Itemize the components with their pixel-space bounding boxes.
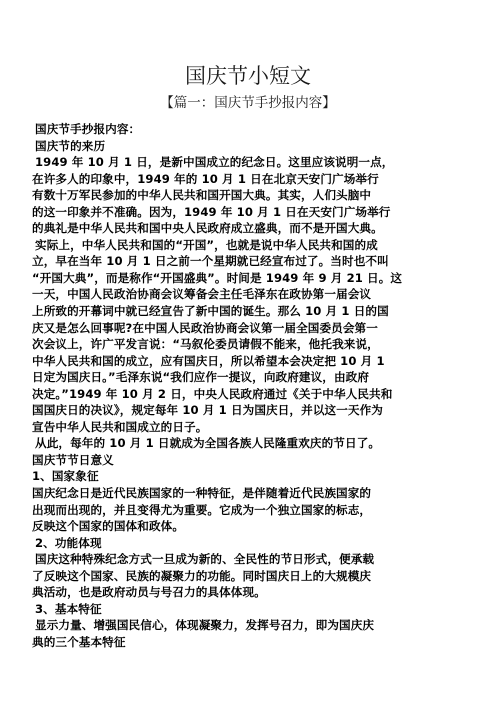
text-line: 上所致的开幕词中就已经宣告了新中国的诞生。那么 10 月 1 日的国 xyxy=(32,304,389,319)
document-body xyxy=(32,121,472,651)
text-line: 3、基本特征 xyxy=(35,601,102,616)
text-line: 了反映这个国家、民族的凝聚力的功能。同时国庆日上的大规模庆 xyxy=(32,568,372,583)
text-line: 有数十万军民参加的中华人民共和国开国大典。其实，人们头脑中 xyxy=(32,188,372,203)
text-line: 中华人民共和国的成立，应有国庆日，所以希望本会决定把 10 月 1 xyxy=(32,353,385,368)
text-line: 宣告中华人民共和国成立的日子。 xyxy=(32,419,208,434)
text-line: 出现而出现的，并且变得尤为重要。它成为一个独立国家的标志， xyxy=(32,502,372,517)
text-line: 决定。”1949 年 10 月 2 日，中央人民政府通过《关于中华人民共和 xyxy=(32,386,393,401)
text-line: 从此，每年的 10 月 1 日就成为全国各族人民隆重欢庆的节日了。 xyxy=(35,436,381,451)
text-line: 国庆纪念日是近代民族国家的一种特征，是伴随着近代民族国家的 xyxy=(32,486,372,501)
text-line: 实际上，中华人民共和国的“开国”，也就是说中华人民共和国的成 xyxy=(35,237,378,252)
text-line: 1949 年 10 月 1 日，是新中国成立的纪念日。这里应该说明一点， xyxy=(35,155,394,170)
text-line: 立，早在当年 10 月 1 日之前一个星期就已经宣布过了。当时也不叫 xyxy=(32,254,389,269)
text-line: 的典礼是中华人民共和国中央人民政府成立盛典，而不是开国大典。 xyxy=(32,221,383,236)
text-line: 1、国家象征 xyxy=(32,469,99,484)
text-line: 庆又是怎么回事呢?在中国人民政治协商会议第一届全国委员会第一 xyxy=(32,320,378,335)
text-line: 典活动，也是政府动员与号召力的具体体现。 xyxy=(32,585,266,600)
text-line: 典的三个基本特征 xyxy=(32,634,126,649)
text-line: “开国大典”，而是称作“开国盛典”。时间是 1949 年 9 月 21 日。这 xyxy=(32,270,403,285)
text-line: 日定为国庆日。”毛泽东说“我们应作一提议，向政府建议，由政府 xyxy=(32,370,370,385)
text-line: 国庆这种特殊纪念方式一旦成为新的、全民性的节日形式，便承载 xyxy=(35,552,375,567)
text-line: 国庆节手抄报内容： xyxy=(35,122,141,136)
text-line: 在许多人的印象中，1949 年的 10 月 1 日在北京天安门广场举行 xyxy=(32,171,379,186)
section-heading: 【篇一：国庆节手抄报内容】 xyxy=(160,95,336,111)
text-line: 国庆节节日意义 xyxy=(32,452,114,467)
text-line: 2、功能体现 xyxy=(35,535,102,550)
text-line: 次会议上，许广平发言说：“马叙伦委员请假不能来，他托我来说， xyxy=(32,337,379,352)
text-line: 显示力量、增强国民信心，体现凝聚力，发挥号召力，即为国庆庆 xyxy=(35,618,375,633)
text-line: 反映这个国家的国体和政体。 xyxy=(32,519,185,534)
document-title: 国庆节小短文 xyxy=(185,64,311,88)
text-line: 国庆节的来历 xyxy=(35,138,106,153)
text-line: 国国庆日的决议》，规定每年 10 月 1 日为国庆日，并以这一天作为 xyxy=(32,403,383,418)
text-line: 一天，中国人民政治协商会议筹备会主任毛泽东在政协第一届会议 xyxy=(32,287,372,302)
text-line: 的这一印象并不准确。因为，1949 年 10 月 1 日在天安门广场举行 xyxy=(32,204,391,219)
